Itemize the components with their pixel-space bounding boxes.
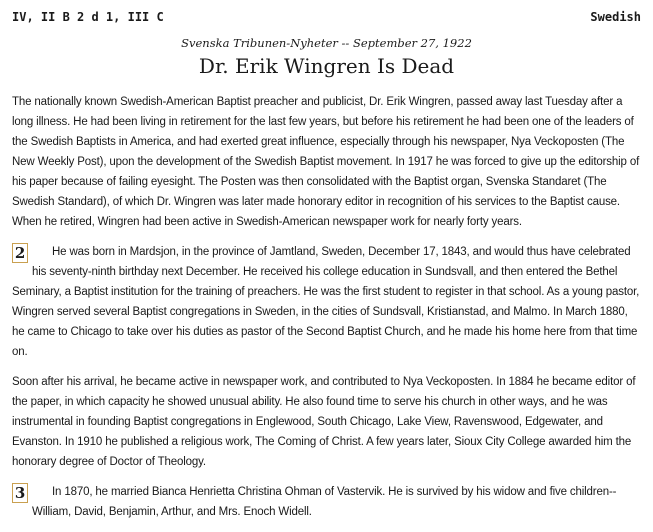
article-body [12,92,640,532]
paragraph-4 [12,482,640,522]
classification-code: IV, II B 2 d 1, III C [12,10,164,24]
paragraph-text: In 1870, he married Bianca Henrietta Christina Ohman of Vastervik. He is survived by his widow and five children--William, David, Benjamin, Arthur, and Mrs. Enoch Widell. [32,486,617,518]
language-label: Swedish [590,10,641,24]
page-number-badge: 2 [12,243,28,263]
article-title: Dr. Erik Wingren Is Dead [198,54,455,78]
paragraph-1: The nationally known Swedish-American Baptist preacher and publicist, Dr. Erik Wingren, passed away last Tuesday after a long illness. He had been living in retirement for the last few years, but before his retirement he had been one of the leaders of the Swedish Baptists in America, and had exerted great influence, especially through his newspaper, Nya Veckoposten (The New Weekly Post), upon the development of the Swedish Baptist movement. In 1917 he was forced to give up the editorship of his paper because of failing eyesight. The Posten was then consolidated with the Baptist organ, Svenska Standaret (The Swedish Standard), of which Dr. Wingren was later made honorary editor in recognition of his services to the Baptist cause. When he retired, Wingren had been active in Swedish-American newspaper work for nearly forty years. [12,96,640,228]
paragraph-text: He was born in Mardsjon, in the province of Jamtland, Sweden, December 17, 1843, and would thus have celebrated his seventy-ninth birthday next December. He received his college education in Sundsvall, and then entered the Bethel Seminary, a Baptist institution for the training of preachers. He was the first student to register in that school. As a young pastor, Wingren served several Baptist congregations in Sweden, in the cities of Sundsvall, Kristianstad, and Malmo. In March 1880, he came to Chicago to take over his duties as pastor of the Second Baptist Church, and he made his home here from that time on. [12,246,640,358]
paragraph-2 [12,242,640,362]
page-number-badge: 3 [12,483,28,503]
paragraph-3: Soon after his arrival, he became active in newspaper work, and contributed to Nya Veckoposten. In 1884 he became editor of the paper, in which capacity he showed unusual ability. He also found time to serve his church in other ways, and he was instrumental in founding Baptist congregations in Englewood, South Chicago, Lake View, Ravenswood, Edgewater, and Evanston. In 1910 he published a religious work, The Coming of Christ. A few years later, Sioux City College awarded him the honorary degree of Doctor of Theology. [12,376,636,468]
source-line: Svenska Tribunen-Nyheter -- September 27, 1922 [181,36,472,50]
header-bar [12,10,641,24]
